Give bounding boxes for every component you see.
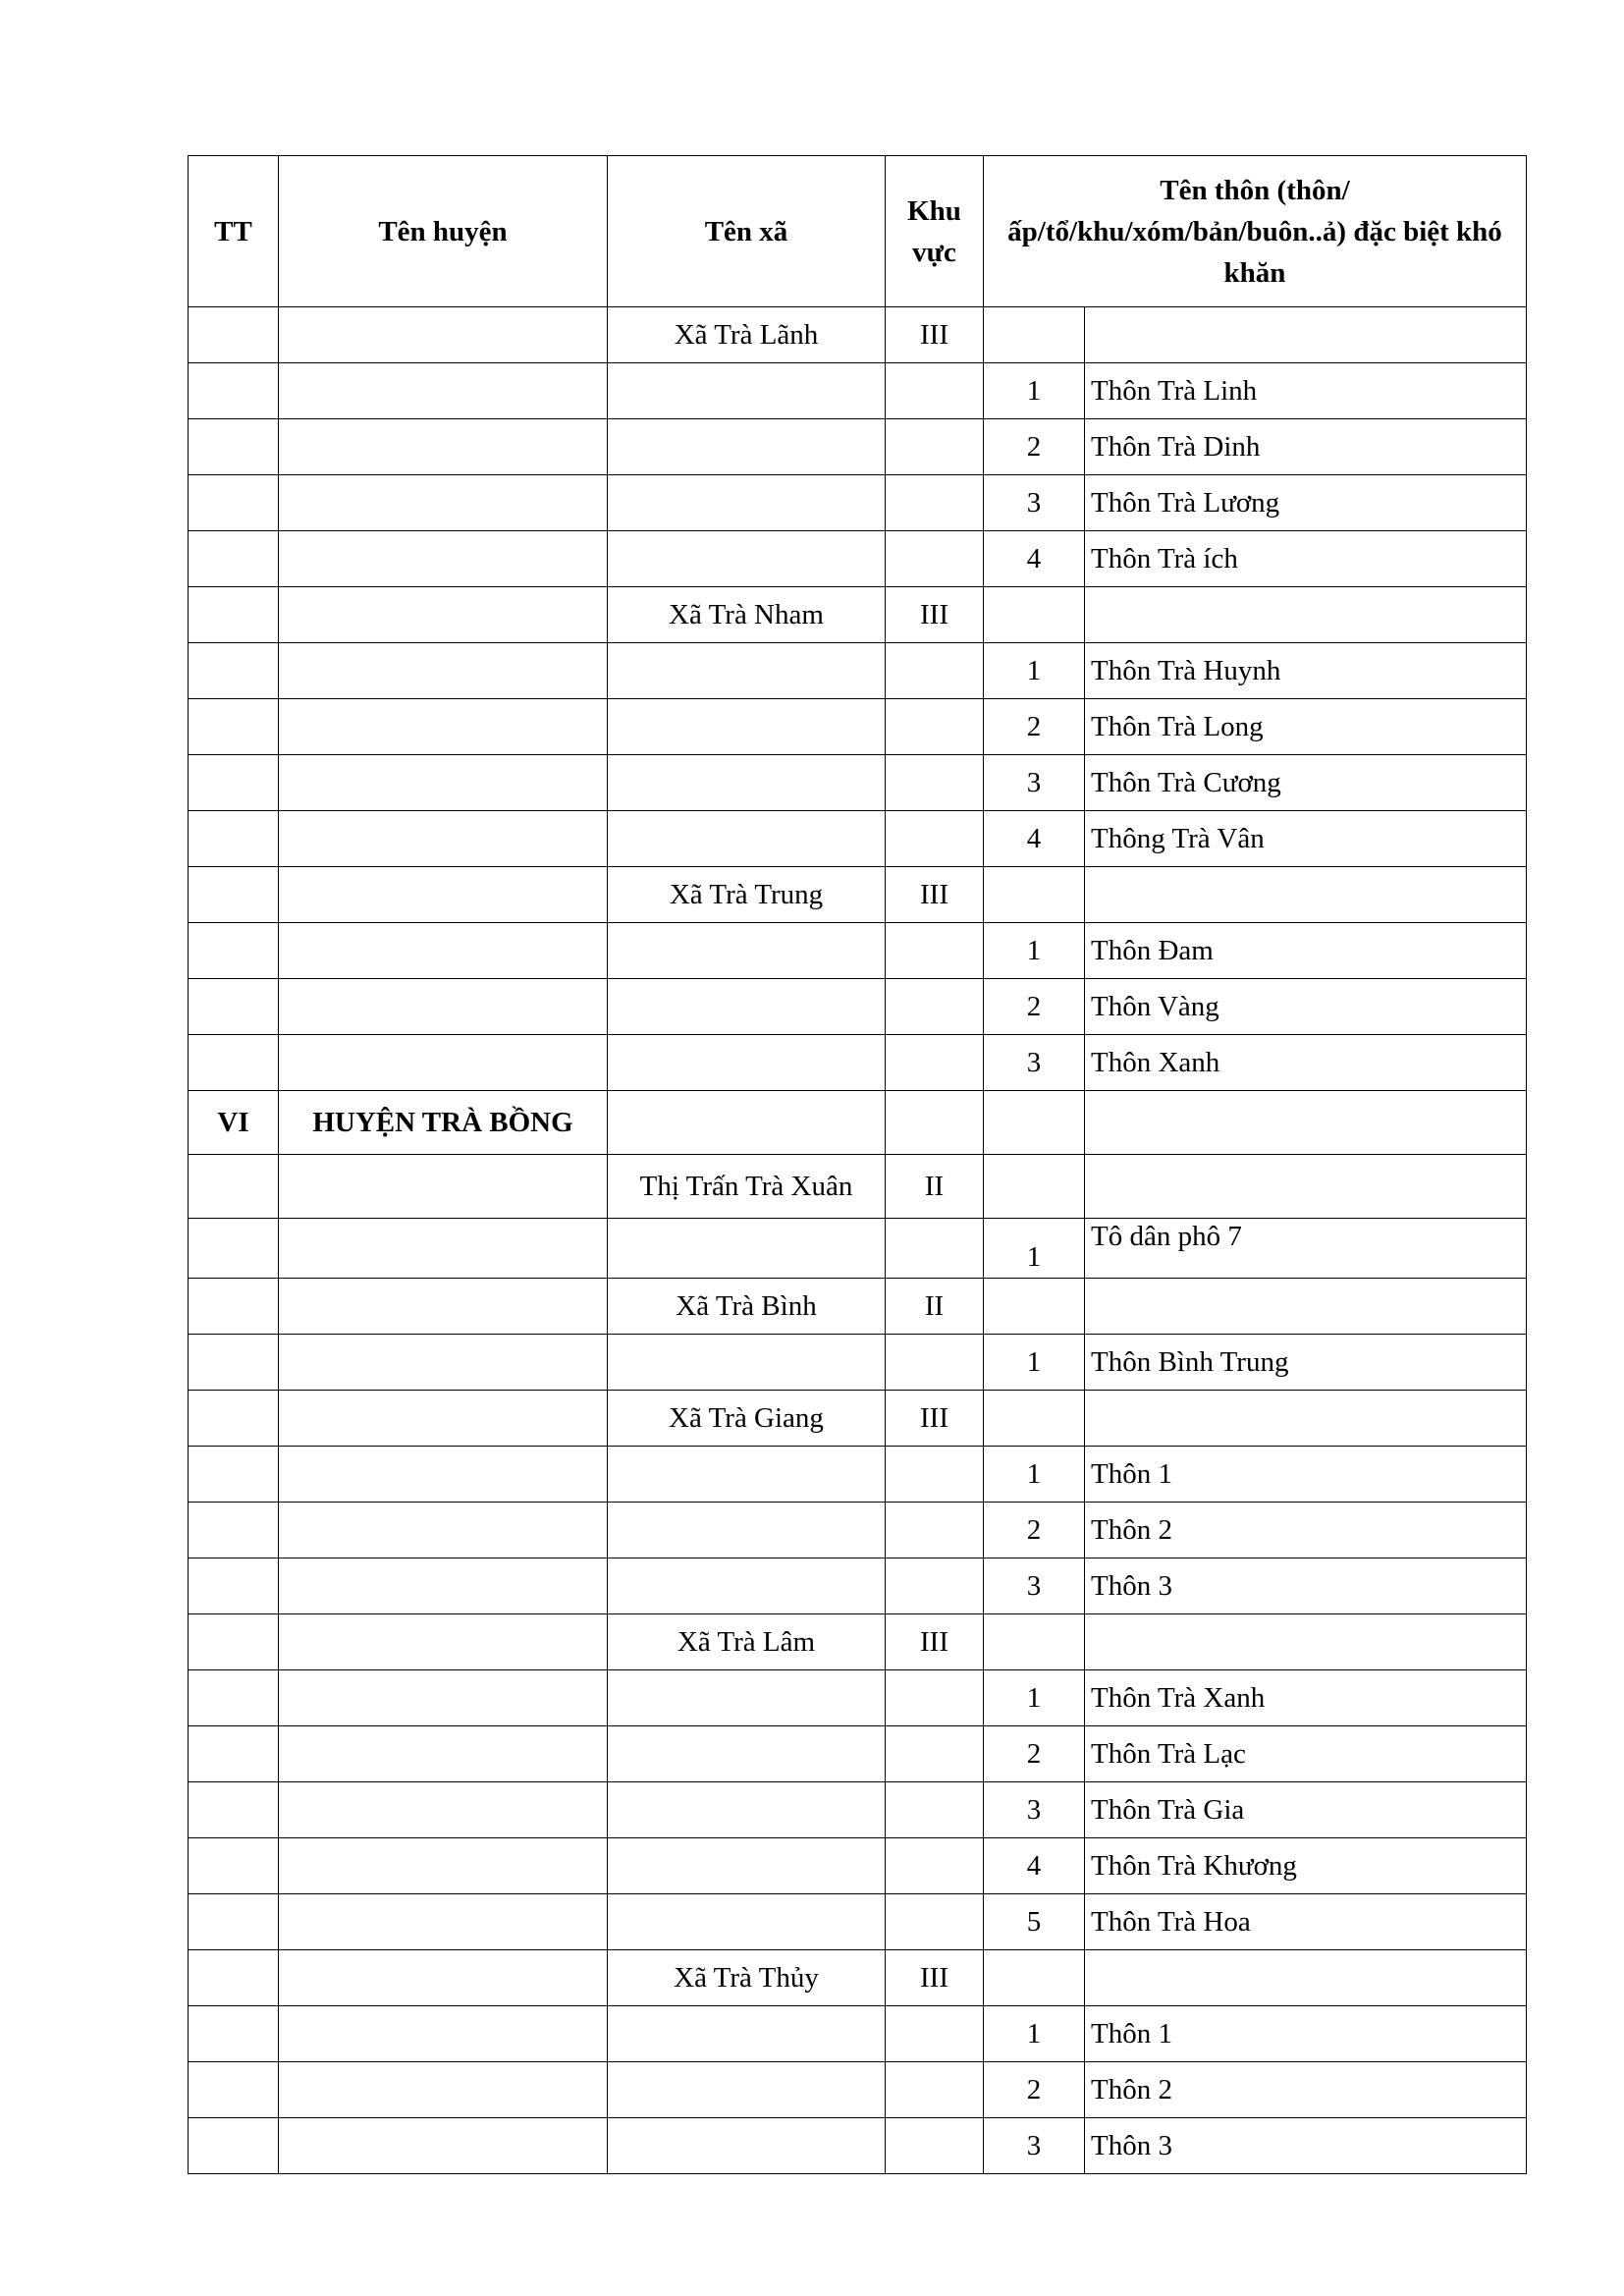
cell-commune: Xã Trà Nham [608,587,886,643]
cell-village-name: Thôn Trà Khương [1085,1838,1527,1894]
cell-area: III [886,587,984,643]
table-row [189,1335,1527,1391]
cell-village-name: Thôn 3 [1085,1558,1527,1614]
cell-number: 3 [984,1035,1085,1091]
cell-area [886,1726,984,1782]
cell-number [984,1155,1085,1219]
cell-commune [608,1670,886,1726]
cell-district [279,1335,608,1391]
cell-district [279,307,608,363]
cell-village-name [1085,307,1527,363]
cell-tt [189,2118,279,2174]
header-area [886,156,984,307]
cell-village-name [1085,587,1527,643]
table-row [189,1614,1527,1670]
cell-number: 2 [984,419,1085,475]
cell-commune [608,979,886,1035]
cell-district [279,1035,608,1091]
cell-commune: Xã Trà Giang [608,1391,886,1447]
cell-tt [189,2006,279,2062]
cell-tt [189,1950,279,2006]
cell-tt [189,363,279,419]
cell-commune [608,1838,886,1894]
cell-commune [608,2118,886,2174]
cell-village-name [1085,1614,1527,1670]
cell-village-name [1085,1950,1527,2006]
cell-area: III [886,1391,984,1447]
cell-tt [189,475,279,531]
table-row [189,363,1527,419]
table-body [189,307,1527,2174]
cell-area: III [886,1614,984,1670]
cell-commune [608,1558,886,1614]
cell-area [886,1558,984,1614]
table-row [189,307,1527,363]
cell-number: 1 [984,2006,1085,2062]
cell-area [886,1447,984,1503]
cell-tt [189,1155,279,1219]
cell-area [886,1894,984,1950]
cell-tt [189,1558,279,1614]
cell-village-name [1085,867,1527,923]
cell-tt [189,1219,279,1279]
cell-number [984,1614,1085,1670]
cell-tt [189,643,279,699]
cell-district [279,1726,608,1782]
table-row [189,1670,1527,1726]
cell-village-name: Thôn 2 [1085,1503,1527,1558]
cell-village-name: Thôn Đam [1085,923,1527,979]
cell-area: III [886,867,984,923]
cell-number: 3 [984,1782,1085,1838]
cell-commune: Xã Trà Thủy [608,1950,886,2006]
cell-district [279,1219,608,1279]
cell-commune [608,2006,886,2062]
cell-commune [608,643,886,699]
cell-district [279,1614,608,1670]
table-row [189,531,1527,587]
cell-district [279,923,608,979]
cell-area [886,811,984,867]
cell-commune: Xã Trà Lâm [608,1614,886,1670]
cell-village-name: Thôn 3 [1085,2118,1527,2174]
table-row [189,811,1527,867]
cell-district [279,979,608,1035]
cell-village-name: Thôn Trà Xanh [1085,1670,1527,1726]
cell-number [984,1279,1085,1335]
cell-village-name: Thôn 2 [1085,2062,1527,2118]
table-row [189,979,1527,1035]
table-row [189,1503,1527,1558]
cell-area [886,475,984,531]
cell-area [886,979,984,1035]
cell-tt [189,867,279,923]
cell-number: 2 [984,979,1085,1035]
cell-tt [189,1614,279,1670]
cell-commune [608,1219,886,1279]
cell-village-name [1085,1391,1527,1447]
table-row [189,1894,1527,1950]
cell-area [886,419,984,475]
cell-commune [608,2062,886,2118]
cell-commune [608,755,886,811]
cell-village-name: Thôn Trà Cương [1085,755,1527,811]
table-row [189,587,1527,643]
cell-village-name: Thôn Trà Hoa [1085,1894,1527,1950]
cell-number: 1 [984,1335,1085,1391]
cell-area: III [886,307,984,363]
cell-tt [189,979,279,1035]
cell-tt [189,755,279,811]
table-row [189,1950,1527,2006]
cell-number: 3 [984,755,1085,811]
cell-district [279,475,608,531]
cell-commune [608,363,886,419]
cell-area [886,1838,984,1894]
cell-area [886,1035,984,1091]
cell-district [279,2006,608,2062]
cell-number [984,1950,1085,2006]
cell-village-name: Thôn Trà Gia [1085,1782,1527,1838]
table-row [189,419,1527,475]
cell-area [886,1670,984,1726]
cell-tt [189,923,279,979]
table-row [189,1782,1527,1838]
table-row [189,1558,1527,1614]
cell-district [279,1950,608,2006]
cell-tt [189,1782,279,1838]
cell-number: 2 [984,1726,1085,1782]
header-village [984,156,1527,307]
cell-area [886,1782,984,1838]
cell-number: 5 [984,1894,1085,1950]
cell-district [279,1447,608,1503]
cell-number [984,1091,1085,1155]
cell-commune: Xã Trà Bình [608,1279,886,1335]
cell-village-name: Tô dân phô 7 [1085,1219,1527,1279]
header-area-label: Khu vực [907,194,961,268]
cell-district [279,531,608,587]
cell-district [279,1279,608,1335]
cell-area [886,531,984,587]
cell-commune [608,1035,886,1091]
cell-number: 2 [984,1503,1085,1558]
table-row [189,1091,1527,1155]
cell-area [886,2118,984,2174]
table-row [189,2118,1527,2174]
cell-district [279,643,608,699]
cell-area [886,1091,984,1155]
cell-village-name: Thôn Trà Lạc [1085,1726,1527,1782]
cell-commune [608,1091,886,1155]
cell-number: 4 [984,1838,1085,1894]
cell-number: 4 [984,531,1085,587]
cell-commune [608,1894,886,1950]
cell-village-name: Thôn Trà Dinh [1085,419,1527,475]
cell-commune: Thị Trấn Trà Xuân [608,1155,886,1219]
cell-village-name: Thôn Trà Huynh [1085,643,1527,699]
cell-commune [608,1335,886,1391]
cell-tt [189,2062,279,2118]
table-row [189,867,1527,923]
cell-village-name [1085,1279,1527,1335]
cell-number: 1 [984,1447,1085,1503]
cell-district [279,811,608,867]
cell-number [984,867,1085,923]
table-row [189,1391,1527,1447]
cell-commune [608,1782,886,1838]
cell-village-name: Thôn 1 [1085,2006,1527,2062]
cell-district [279,1838,608,1894]
cell-village-name: Thôn 1 [1085,1447,1527,1503]
cell-number: 1 [984,923,1085,979]
cell-area [886,699,984,755]
cell-village-name: Thông Trà Vân [1085,811,1527,867]
cell-village-name [1085,1155,1527,1219]
cell-district [279,1558,608,1614]
village-table [188,155,1527,2174]
cell-number: 3 [984,1558,1085,1614]
cell-number: 3 [984,475,1085,531]
header-tt: TT [189,156,279,307]
cell-tt [189,1447,279,1503]
cell-commune: Xã Trà Trung [608,867,886,923]
cell-area [886,363,984,419]
cell-tt [189,699,279,755]
cell-commune [608,1726,886,1782]
cell-number [984,587,1085,643]
cell-district [279,1782,608,1838]
table-row [189,643,1527,699]
cell-tt [189,1894,279,1950]
cell-area [886,923,984,979]
cell-number: 4 [984,811,1085,867]
cell-commune [608,419,886,475]
cell-district [279,1894,608,1950]
cell-district [279,419,608,475]
cell-district [279,1391,608,1447]
cell-commune [608,475,886,531]
cell-village-name: Thôn Trà Linh [1085,363,1527,419]
cell-tt [189,811,279,867]
cell-village-name: Thôn Trà Long [1085,699,1527,755]
table-row [189,1035,1527,1091]
cell-number: 3 [984,2118,1085,2174]
table-row [189,1219,1527,1279]
table-row [189,1447,1527,1503]
cell-number: 1 [984,363,1085,419]
table-row [189,923,1527,979]
cell-district [279,2062,608,2118]
cell-tt: VI [189,1091,279,1155]
cell-tt [189,1726,279,1782]
cell-area [886,643,984,699]
cell-area: III [886,1950,984,2006]
cell-village-name: Thôn Xanh [1085,1035,1527,1091]
cell-tt [189,1391,279,1447]
cell-district [279,867,608,923]
table-row [189,699,1527,755]
cell-tt [189,1670,279,1726]
cell-district [279,1503,608,1558]
cell-district [279,363,608,419]
cell-area [886,1219,984,1279]
cell-village-name [1085,1091,1527,1155]
cell-commune [608,811,886,867]
cell-area [886,1503,984,1558]
cell-village-name: Thôn Trà Lương [1085,475,1527,531]
table-row [189,755,1527,811]
table-row [189,1838,1527,1894]
cell-number: 1 [984,643,1085,699]
cell-tt [189,531,279,587]
cell-area [886,2062,984,2118]
cell-commune [608,1503,886,1558]
cell-tt [189,419,279,475]
cell-area [886,755,984,811]
cell-number: 2 [984,699,1085,755]
table-row [189,1279,1527,1335]
table-row [189,2062,1527,2118]
cell-number: 2 [984,2062,1085,2118]
cell-district [279,699,608,755]
cell-commune [608,923,886,979]
table-row [189,1726,1527,1782]
cell-number: 1 [984,1219,1085,1279]
cell-commune [608,531,886,587]
cell-tt [189,307,279,363]
cell-tt [189,1335,279,1391]
cell-number: 1 [984,1670,1085,1726]
header-commune: Tên xã [608,156,886,307]
cell-area [886,1335,984,1391]
cell-village-name: Thôn Bình Trung [1085,1335,1527,1391]
cell-commune [608,699,886,755]
cell-area: II [886,1279,984,1335]
cell-district [279,1670,608,1726]
cell-tt [189,587,279,643]
cell-number [984,1391,1085,1447]
cell-commune [608,1447,886,1503]
cell-number [984,307,1085,363]
table-row [189,475,1527,531]
cell-district [279,2118,608,2174]
cell-commune: Xã Trà Lãnh [608,307,886,363]
header-district: Tên huyện [279,156,608,307]
cell-village-name: Thôn Vàng [1085,979,1527,1035]
cell-tt [189,1279,279,1335]
cell-district [279,1155,608,1219]
table-header-row [189,156,1527,307]
cell-district [279,755,608,811]
table-row [189,1155,1527,1219]
header-village-label: Tên thôn (thôn/ấp/tổ/khu/xóm/bản/buôn..ả) đặc biệt khó khăn [1007,174,1502,289]
cell-area [886,2006,984,2062]
cell-village-name: Thôn Trà ích [1085,531,1527,587]
cell-district [279,587,608,643]
cell-district: HUYỆN TRÀ BỒNG [279,1091,608,1155]
cell-area: II [886,1155,984,1219]
table-row [189,2006,1527,2062]
cell-tt [189,1035,279,1091]
cell-tt [189,1503,279,1558]
cell-tt [189,1838,279,1894]
